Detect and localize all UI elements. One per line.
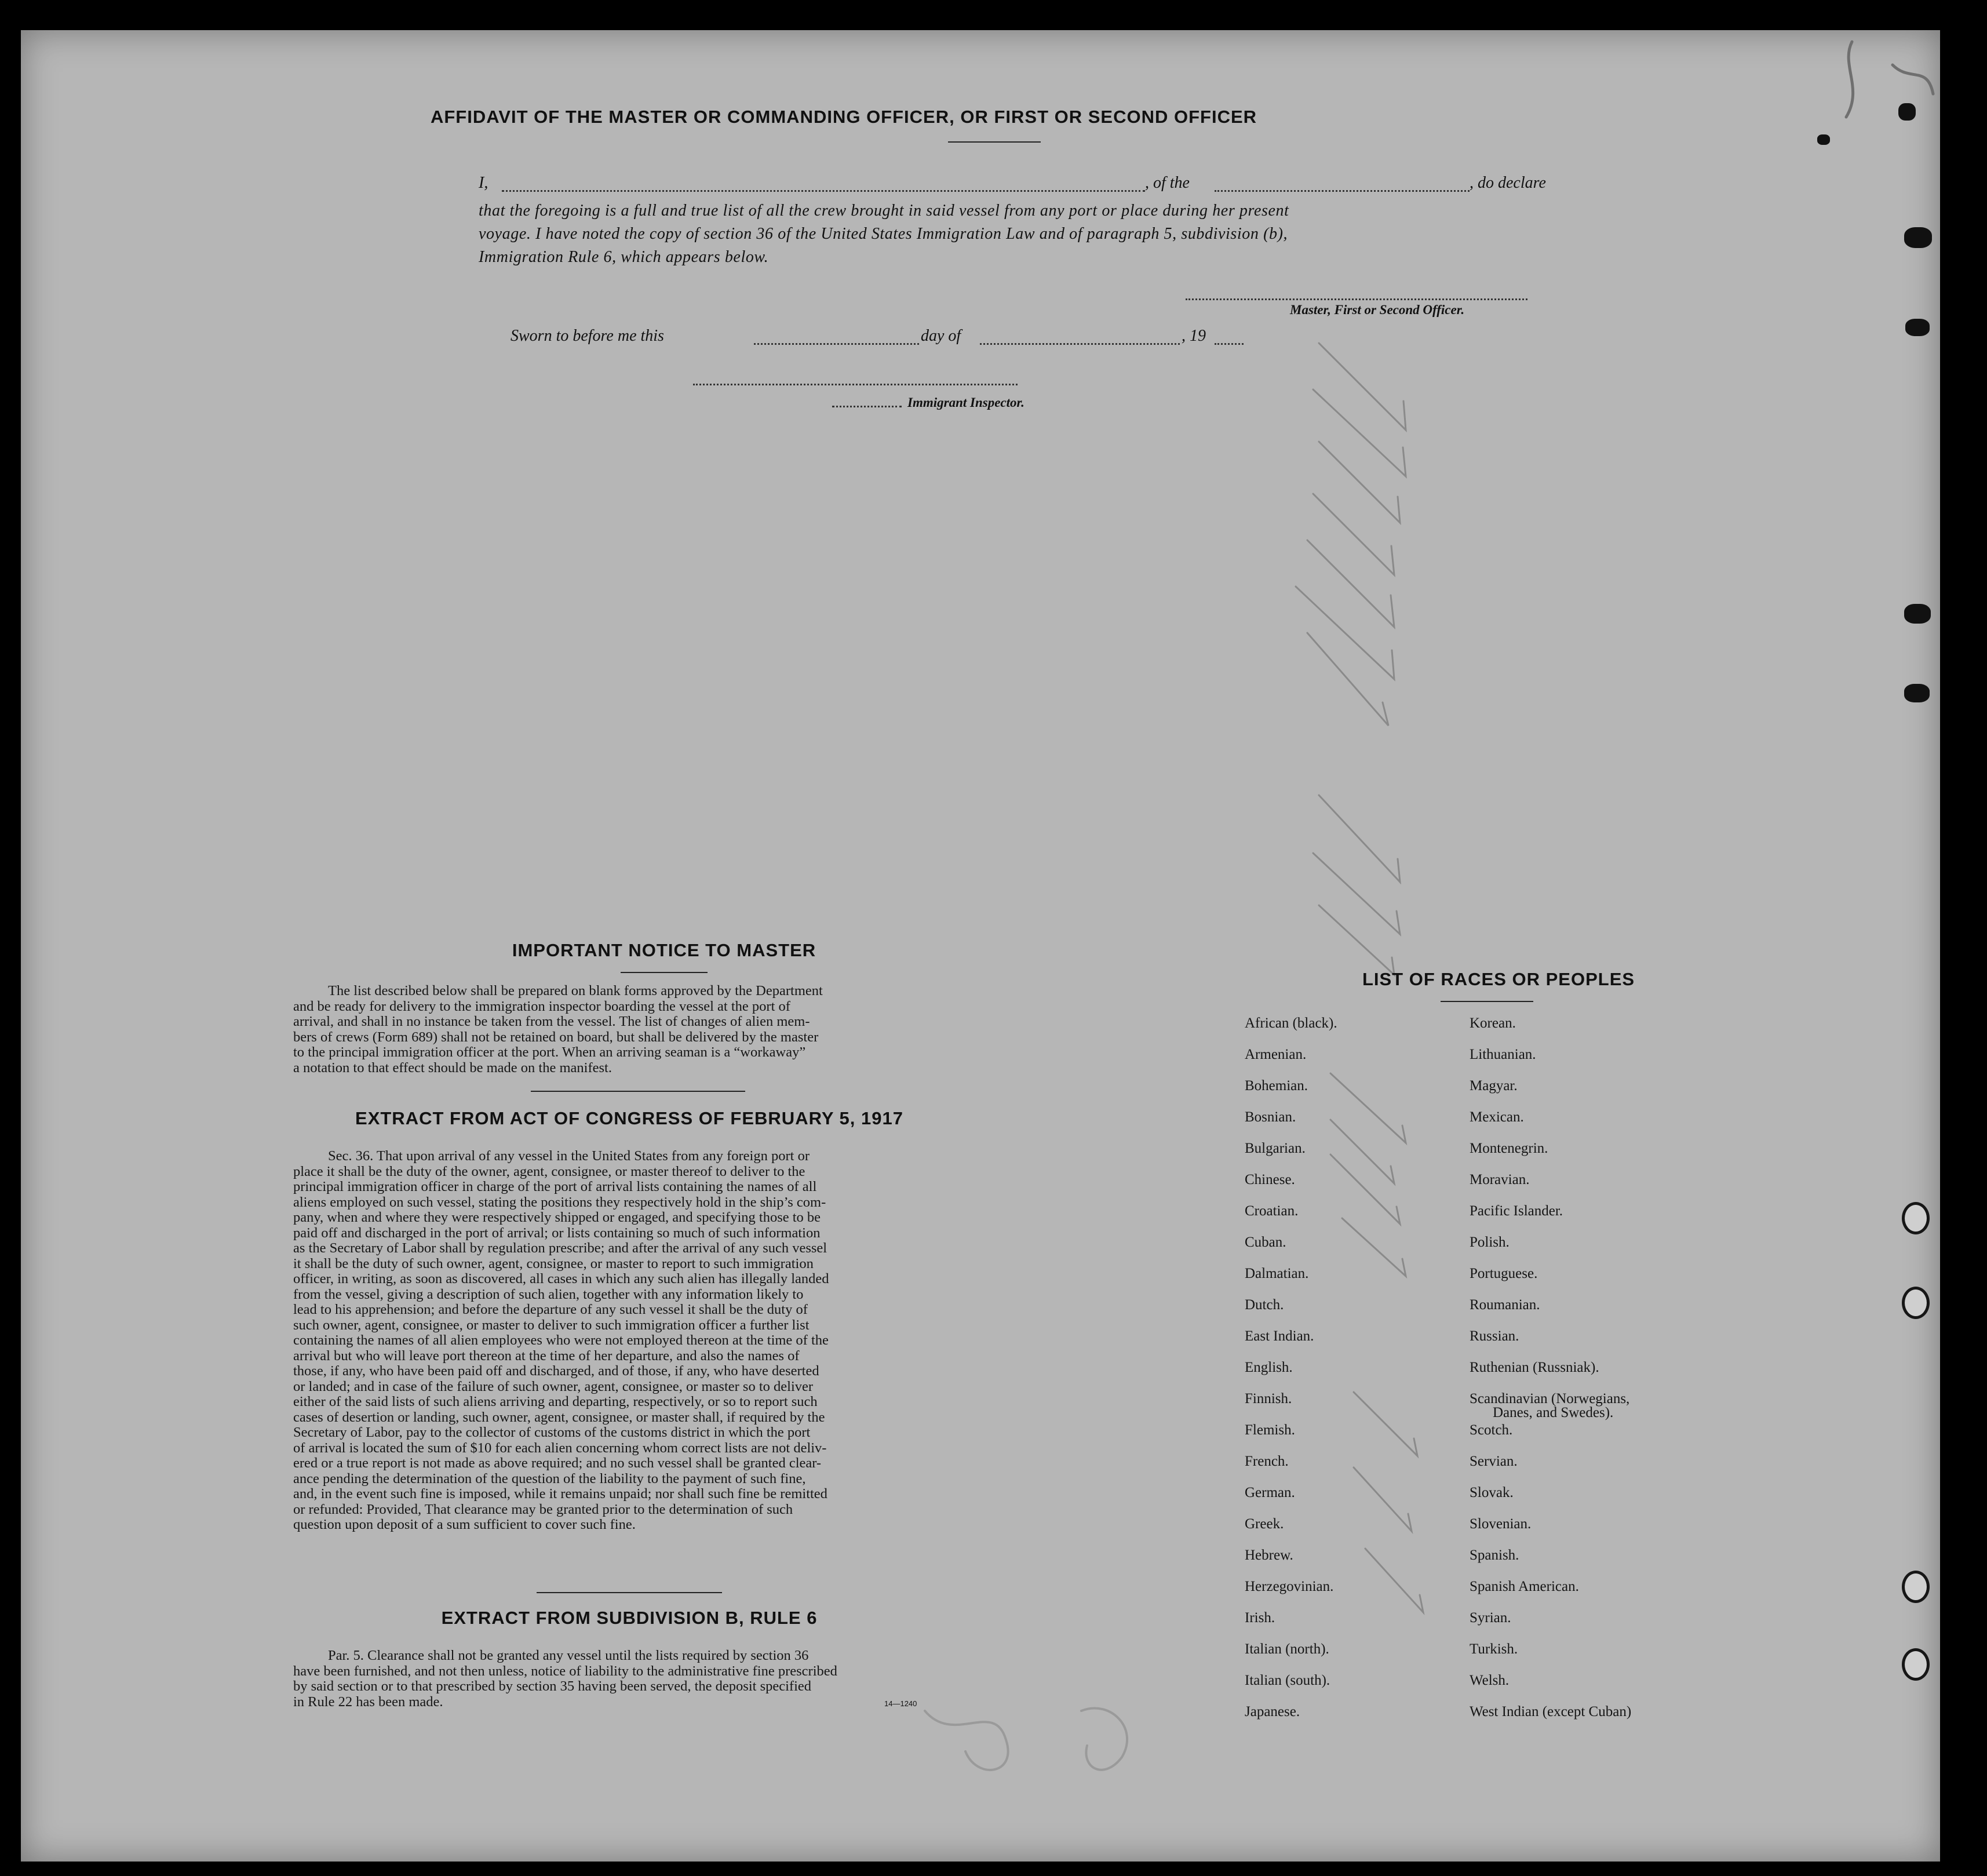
race-item: Magyar.: [1470, 1078, 1518, 1094]
day-of-label: day of: [921, 327, 961, 345]
punch-hole: [1902, 1571, 1930, 1603]
section-divider-1: [531, 1091, 745, 1092]
races-right-column: [1470, 1015, 1713, 1769]
extract-act-line: paid off and discharged in the port of arrival; or lists containing so much of such information: [293, 1225, 821, 1241]
race-item: Italian (south).: [1245, 1673, 1330, 1688]
notice-line: The list described below shall be prepared on blank forms approved by the Department: [328, 983, 823, 999]
punch-hole: [1902, 1202, 1930, 1234]
race-item: Turkish.: [1470, 1641, 1518, 1657]
declaration-line-3: voyage. I have noted the copy of section 36 of the United States Immigration Law and of paragraph 5, subdivision (b),: [479, 225, 1288, 243]
races-left-column: [1245, 1015, 1476, 1769]
extract-act-line: either of the said lists of such aliens arriving and departing, respectively, or so to report such: [293, 1394, 818, 1409]
notice-line: arrival, and shall in no instance be taken from the vessel. The list of changes of alien mem-: [293, 1014, 810, 1029]
binding-mark: [1904, 604, 1931, 624]
extract-act-line: as the Secretary of Labor shall by regulation prescribe; and after the arrival of any such vessel: [293, 1241, 827, 1256]
race-item: Finnish.: [1245, 1391, 1292, 1407]
race-item: Russian.: [1470, 1328, 1519, 1344]
race-item: Scotch.: [1470, 1422, 1513, 1438]
declaration-line-2: that the foregoing is a full and true list of all the crew brought in said vessel from any port or place during her present: [479, 202, 1289, 220]
race-item: Chinese.: [1245, 1172, 1295, 1187]
sworn-label: Sworn to before me this: [511, 327, 664, 345]
extract-rule-line: Par. 5. Clearance shall not be granted any vessel until the lists required by section 36: [328, 1648, 809, 1663]
notice-body: [293, 983, 965, 1076]
race-item: Dutch.: [1245, 1297, 1284, 1313]
race-item: Korean.: [1470, 1015, 1516, 1031]
extract-act-line: place it shall be the duty of the owner, agent, consignee, or master thereof to deliver to the: [293, 1164, 805, 1179]
race-item: Welsh.: [1470, 1673, 1510, 1688]
race-item: Roumanian.: [1470, 1297, 1540, 1313]
race-item: Italian (north).: [1245, 1641, 1329, 1657]
notice-line: a notation to that effect should be made on the manifest.: [293, 1060, 612, 1076]
races-title: LIST OF RACES OR PEOPLES: [1362, 969, 1635, 989]
binding-mark: [1904, 684, 1930, 702]
extract-act-line: such owner, agent, consignee, or master to deliver to such immigration officer a further list: [293, 1317, 810, 1333]
race-item: English.: [1245, 1360, 1293, 1375]
extract-act-line: and, in the event such fine is imposed, while it remains unpaid; nor shall such fine be remitted: [293, 1487, 827, 1502]
extract-rule-body: [293, 1648, 965, 1710]
declaration-line-4: Immigration Rule 6, which appears below.: [479, 248, 769, 266]
of-the-label: , of the: [1145, 174, 1190, 192]
extract-act-line: of arrival is located the sum of $10 for each alien concerning whom correct lists are not deliv-: [293, 1440, 827, 1456]
extract-act-line: or refunded: Provided, That clearance may be granted prior to the determination of such: [293, 1502, 793, 1517]
race-item: Flemish.: [1245, 1422, 1295, 1438]
extract-act-line: Sec. 36. That upon arrival of any vessel in the United States from any foreign port or: [328, 1149, 810, 1164]
extract-act-line: it shall be the duty of such owner, agent, consignee, or master to report to such immigration: [293, 1256, 814, 1272]
notice-line: and be ready for delivery to the immigration inspector boarding the vessel at the port of: [293, 999, 790, 1014]
extract-act-line: aliens employed on such vessel, stating the positions they respectively hold in the ship’s com-: [293, 1194, 826, 1210]
master-signature-label: Master, First or Second Officer.: [1290, 303, 1465, 317]
extract-rule-line: in Rule 22 has been made.: [293, 1694, 443, 1710]
race-item: Polish.: [1470, 1234, 1510, 1250]
race-item: Hebrew.: [1245, 1547, 1293, 1563]
extract-act-line: or landed; and in case of the failure of such owner, agent, consignee, or master so to deliver: [293, 1379, 814, 1394]
race-item: Servian.: [1470, 1454, 1518, 1469]
race-item: Slovak.: [1470, 1485, 1514, 1500]
notice-line: bers of crews (Form 689) shall not be retained on board, but shall be delivered by the master: [293, 1029, 819, 1045]
race-item: Bosnian.: [1245, 1109, 1296, 1125]
race-item: Slovenian.: [1470, 1516, 1532, 1532]
extract-rule-line: have been furnished, and not then unless, notice of liability to the administrative fine prescribed: [293, 1663, 837, 1679]
year-label: , 19: [1182, 327, 1206, 345]
extract-act-line: officer, in writing, as soon as discovered, all cases in which any such alien has illegally landed: [293, 1272, 829, 1287]
binding-mark: [1898, 103, 1916, 121]
extract-act-line: containing the names of all alien employees who were not employed thereon at the time of the: [293, 1333, 829, 1348]
race-item: Mexican.: [1470, 1109, 1524, 1125]
declare-label: , do declare: [1470, 174, 1546, 192]
race-item: French.: [1245, 1454, 1289, 1469]
extract-act-line: cases of desertion or landing, such owner, agent, consignee, or master shall, if required by the: [293, 1409, 825, 1425]
races-underline: [1441, 1001, 1533, 1002]
extract-rule-line: by said section or to that prescribed by section 35 having been served, the deposit specified: [293, 1679, 811, 1694]
race-item: Moravian.: [1470, 1172, 1530, 1187]
extract-act-line: ered or a true report is not made as above required; and no such vessel shall be granted clear-: [293, 1456, 822, 1471]
race-item: Bohemian.: [1245, 1078, 1308, 1094]
inspector-label: Immigrant Inspector.: [907, 395, 1025, 410]
binding-mark: [1817, 134, 1830, 145]
race-item: Ruthenian (Russniak).: [1470, 1360, 1599, 1375]
extract-act-line: pany, when and where they were respectively shipped or engaged, and specifying those to be: [293, 1210, 821, 1225]
i-label: I,: [479, 174, 488, 192]
extract-act-title: EXTRACT FROM ACT OF CONGRESS OF FEBRUARY 5, 1917: [355, 1108, 903, 1128]
extract-act-line: principal immigration officer in charge of the port of arrival lists containing the names of all: [293, 1179, 817, 1194]
race-item: Dalmatian.: [1245, 1266, 1309, 1281]
section-divider-2: [537, 1592, 722, 1593]
race-item: Syrian.: [1470, 1610, 1511, 1626]
race-item: Danes, and Swedes).: [1493, 1405, 1614, 1420]
punch-hole: [1902, 1287, 1930, 1319]
extract-act-line: lead to his apprehension; and before the departure of any such vessel it shall be the duty of: [293, 1302, 808, 1317]
extract-act-line: from the vessel, giving a description of such alien, together with any information likely to: [293, 1287, 804, 1302]
form-number: 14—1240: [884, 1699, 917, 1708]
race-item: Bulgarian.: [1245, 1141, 1306, 1156]
race-item: Lithuanian.: [1470, 1047, 1536, 1062]
extract-act-line: arrival but who will leave port thereon at the time of her departure, and also the names of: [293, 1348, 800, 1364]
race-item: Scandinavian (Norwegians,: [1470, 1391, 1630, 1407]
race-item: Greek.: [1245, 1516, 1284, 1532]
binding-mark: [1905, 319, 1930, 336]
extract-act-line: question upon deposit of a sum sufficient to cover such fine.: [293, 1517, 636, 1532]
race-item: African (black).: [1245, 1015, 1337, 1031]
punch-hole: [1902, 1648, 1930, 1681]
race-item: Montenegrin.: [1470, 1141, 1548, 1156]
manifest-page: [21, 30, 1940, 1862]
notice-underline: [621, 972, 708, 973]
race-item: Portuguese.: [1470, 1266, 1538, 1281]
race-item: Spanish American.: [1470, 1579, 1579, 1594]
race-item: Spanish.: [1470, 1547, 1519, 1563]
notice-title: IMPORTANT NOTICE TO MASTER: [512, 940, 816, 960]
affidavit-title: AFFIDAVIT OF THE MASTER OR COMMANDING OFFICER, OR FIRST OR SECOND OFFICER: [430, 107, 1257, 127]
race-item: Croatian.: [1245, 1203, 1299, 1219]
extract-rule-title: EXTRACT FROM SUBDIVISION B, RULE 6: [441, 1608, 818, 1628]
extract-act-line: Secretary of Labor, pay to the collector of customs of the customs district in which the port: [293, 1425, 811, 1440]
extract-act-body: [293, 1149, 965, 1533]
race-item: Herzegovinian.: [1245, 1579, 1334, 1594]
race-item: German.: [1245, 1485, 1295, 1500]
race-item: Pacific Islander.: [1470, 1203, 1563, 1219]
race-item: Cuban.: [1245, 1234, 1286, 1250]
race-item: Japanese.: [1245, 1704, 1300, 1720]
race-item: Armenian.: [1245, 1047, 1307, 1062]
race-item: West Indian (except Cuban): [1470, 1704, 1632, 1720]
race-item: East Indian.: [1245, 1328, 1314, 1344]
race-item: Irish.: [1245, 1610, 1275, 1626]
notice-line: to the principal immigration officer at the port. When an arriving seaman is a “workaway”: [293, 1045, 806, 1060]
binding-mark: [1904, 227, 1932, 248]
extract-act-line: those, if any, who have been paid off and discharged, and of those, if any, who have deserted: [293, 1364, 819, 1379]
extract-act-line: ance pending the determination of the question of the liability to the payment of such fine,: [293, 1471, 806, 1487]
